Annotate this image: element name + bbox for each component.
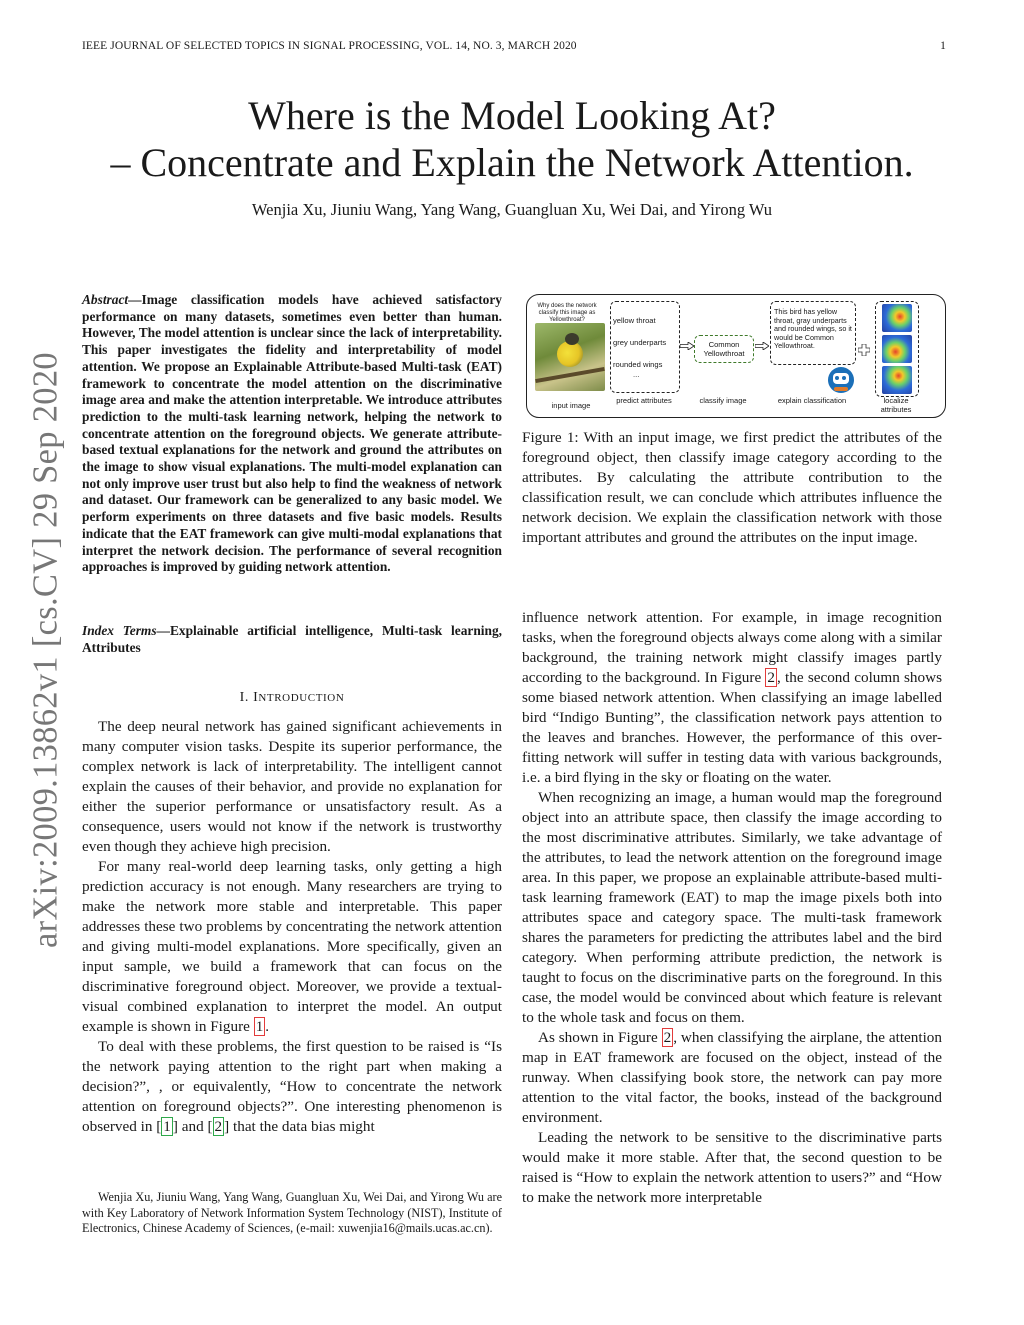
right-paragraph-4: Leading the network to be sensitive to the discriminative parts would make it more stable. After that, the second question to be raised is “How to explain the network attention to users?” and “How to make the network more interpretable	[522, 1129, 942, 1206]
label-input-image: input image	[551, 401, 591, 410]
figure-question: Why does the network classify this image as Yellowthroat?	[537, 303, 597, 323]
abstract	[82, 292, 502, 576]
author-list: Wenjia Xu, Jiuniu Wang, Yang Wang, Guangluan Xu, Wei Dai, and Yirong Wu	[251, 200, 773, 219]
intro-paragraph-2	[82, 857, 502, 1037]
explanation-box	[770, 301, 856, 365]
section-numeral: I. I	[239, 690, 259, 705]
index-terms	[82, 622, 502, 656]
intro-paragraph-1: The deep neural network has gained significant achievements in many computer vision tasks. Despite its superior performance, the complex network is lack of interpretability. The intelligent cannot explain the causes of their behavior, and provide no explanation for either the superior performance or unsatisfactory result. As a consequence, users would not know if the network is trustworthy even though they achieve high precision.	[82, 718, 502, 855]
arxiv-stamp	[22, 352, 70, 948]
robot-base-shape	[834, 387, 848, 391]
citation-link[interactable]: 2	[214, 1118, 223, 1135]
figure-1	[526, 294, 946, 418]
abstract-text: —Image classification models have achieved satisfactory performance on many datasets, sometimes even better than human. However, The model attention is unclear since the lack of interpretability. This paper investigates the fidelity and interpretability of model attention. We propose an Explainable Attribute-based Multi-task (EAT) framework to concentrate the model attention on the discriminative image area and make the attention interpretable. We introduce attributes prediction to the multi-task learning network, helping the network to concentrate attention on the foreground objects. We generate attribute-based textual explanations for the network and ground the attributes on the image to show visual explanations. The multi-model explanation can not only improve user trust but also help to find the weakness of network and dataset. Our framework can be generalized to any basic model. We perform experiments on three datasets and five basic models. Results indicate that the EAT framework can give multi-modal explanations that interpret the network decision. The performance of several recognition approaches is improved by guiding network attention.	[82, 292, 502, 575]
intro-p3-and: and	[177, 1118, 208, 1135]
journal-line: IEEE JOURNAL OF SELECTED TOPICS IN SIGNAL PROCESSING, VOL. 14, NO. 3, MARCH 2020	[82, 40, 577, 52]
title-line-1: Where is the Model Looking At?	[248, 93, 776, 138]
intro-p3-text: To deal with these problems, the first question to be raised is “Is the network paying attention to the right part when making a decision?”, , or equivalently, “How to concentrate the network attention on foreground objects?”. One interesting phenomenon is observed in	[82, 1038, 502, 1135]
attributes-box	[610, 301, 680, 393]
robot-face-shape	[833, 373, 849, 384]
bird-input-image	[535, 323, 605, 391]
running-header	[82, 40, 946, 52]
heatmap-wings	[882, 366, 912, 394]
paper-title	[0, 92, 1024, 186]
right-paragraph-3	[522, 1028, 942, 1128]
attribute-ellipsis: ...	[633, 370, 640, 379]
label-predict-attributes: predict attributes	[616, 396, 672, 405]
intro-p2-end: .	[265, 1018, 270, 1035]
right-p3-text: As shown in Figure	[538, 1029, 662, 1046]
right-p3-rest: , when classifying the airplane, the attention map in EAT framework are focused on the object, instead of the runway. When classifying book store, the network can pay more attention to the vital factor, the books, instead of the background environment.	[522, 1029, 942, 1126]
robot-eye-shape	[835, 376, 839, 380]
label-explain-classification: explain classification	[777, 396, 847, 405]
figure-link[interactable]: 2	[663, 1029, 672, 1046]
bird-head-shape	[565, 333, 579, 345]
intro-paragraph-3: To deal with these problems, the first question to be raised is “Is the network paying attention to the right part when making a decision?”, , or equivalently, “How to concentrate the network attention on foreground objects?”. One interesting phenomenon is observed in [ 1 ] and [ 2 ] that the data bias might	[82, 1038, 502, 1135]
heatmap-underparts	[882, 335, 912, 363]
author-footnote	[82, 1190, 502, 1237]
class-label: Common Yellowthroat	[703, 340, 745, 358]
citation-link[interactable]: 1	[163, 1118, 171, 1135]
heatmap-throat	[882, 304, 912, 332]
branch-shape	[535, 367, 605, 383]
right-column-body	[522, 608, 942, 1208]
intro-p2-text: For many real-world deep learning tasks, only getting a high prediction accuracy is not enough. Many researchers are trying to make the network more stable and interpretable. This paper addresses these two problems by concentrating the network attention and giving multi-model explanations. More specifically, given an input sample, we build a framework that can focus on the discriminative foreground object. Moreover, we provide a textual-visual combined explanation to interpret the model. An output example is shown in Figure	[82, 858, 502, 1035]
figure-1-caption: Figure 1: With an input image, we first predict the attributes of the foreground object, then classify image category according to the attributes. By calculating the attribute contribution to the classification result, we can conclude which attributes influence the network decision. We explain the classification network with those important attributes and ground the attributes on the input image.	[522, 429, 942, 546]
right-paragraph-2: When recognizing an image, a human would map the foreground object into an attribute space, then classify the image according to the most discriminative attributes. Similarly, we take advantage of the attributes, to lead the network attention on the foreground image area. In this paper, we propose an explainable attribute-based multi-task learning framework (EAT) to map the image pixels both into attributes space and category space. The multi-task framework shares the parameters for predicting the attributes label and the bird category. When performing attribute prediction, the network is taught to focus on the discriminative parts on the foreground. In this case, the model would be convinced about which feature is relevant to the whole task and focus on them.	[522, 789, 942, 1026]
attribute-2: grey underparts	[613, 338, 667, 347]
arrow-right-icon	[680, 342, 694, 350]
title-line-2: – Concentrate and Explain the Network Attention.	[110, 140, 914, 185]
right-p1-text: influence network attention. For example, in image recognition tasks, when the foreground objects always come along with a similar background, the training network might classify images partly according to the background. In Figure	[522, 609, 942, 686]
arxiv-id: arXiv:2009.13862v1 [cs.CV] 29 Sep 2020	[26, 352, 65, 948]
label-classify-image: classify image	[699, 396, 747, 405]
label-localize-attributes: localize attributes	[880, 396, 912, 414]
intro-p3-end: that the data bias might	[229, 1118, 375, 1135]
robot-eye-shape	[842, 376, 846, 380]
right-p1-rest: , the second column shows some biased network attention. When classifying an image labelled bird “Indigo Bunting”, the classification network pays attention to the leaves and branches. However, the performance of this over-fitting network will suffer in testing data with various backgrounds, i.e. a bird flying in the sky or floating on the water.	[522, 669, 942, 786]
arrow-right-icon	[755, 342, 769, 350]
page-number: 1	[940, 40, 946, 52]
index-terms-label: Index Terms	[82, 623, 157, 638]
robot-icon	[828, 367, 854, 393]
index-terms-text: —Explainable artificial intelligence, Multi-task learning, Attributes	[82, 623, 503, 655]
section-heading	[82, 690, 502, 706]
class-box	[694, 335, 754, 363]
attribute-1: yellow throat	[613, 316, 656, 325]
abstract-label: Abstract	[82, 292, 129, 307]
section-title: NTRODUCTION	[258, 692, 345, 704]
explanation-text: This bird has yellow throat, gray underparts and rounded wings, so it would be Common Yellowthroat.	[774, 307, 852, 351]
intro-body	[82, 717, 502, 1137]
localization-box	[875, 301, 919, 397]
figure-link[interactable]: 1	[255, 1018, 264, 1035]
attribute-3: rounded wings	[613, 360, 663, 369]
right-paragraph-1	[522, 608, 942, 788]
footnote-text: Wenjia Xu, Jiuniu Wang, Yang Wang, Guangluan Xu, Wei Dai, and Yirong Wu are with Key Laboratory of Network Information System Technology (NIST), Institute of Electronics, Chinese Academy of Sciences, (e-mail: xuwenjia16@mails.ucas.ac.cn).	[82, 1190, 502, 1236]
figure-link[interactable]: 2	[767, 669, 776, 686]
plus-icon	[858, 344, 870, 356]
